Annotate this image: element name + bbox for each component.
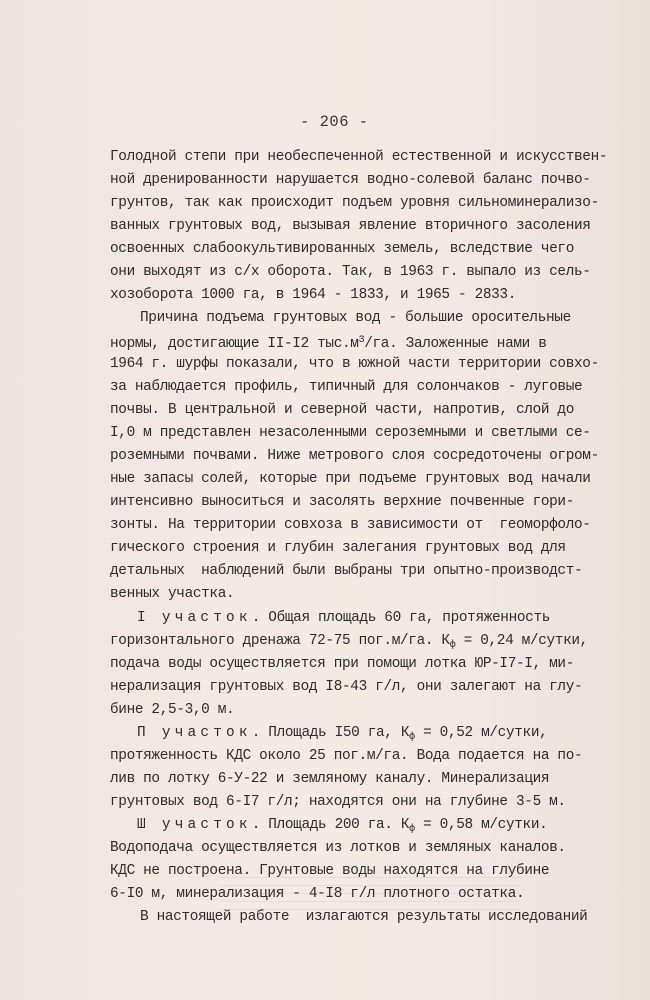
section-heading: участок [161, 610, 252, 626]
text-line: зонты. На территории совхоза в зависимости от геоморфоло- [110, 517, 591, 533]
text-line: бине 2,5-3,0 м. [110, 702, 235, 718]
text-line: Водоподача осуществляется из лотков и земляных каналов. [110, 840, 566, 856]
text-line: лив по лотку 6-У-22 и земляному каналу. Минерализация [110, 771, 550, 787]
text-line: Причина подъема грунтовых вод - большие оросительные [140, 310, 571, 326]
text-line: освоенных слабоокультивированных земель, вследствие чего [110, 241, 575, 257]
section-heading: участок [161, 817, 252, 833]
section-number: I [137, 610, 146, 626]
text-line: 1964 г. шурфы показали, что в южной части территории совхо- [110, 356, 599, 372]
text-fragment: = 0,58 м/сутки. [414, 817, 548, 833]
text-line: за наблюдается профиль, типичный для солончаков - луговые [110, 379, 583, 395]
text-line: ные запасы солей, которые при подъеме грунтовых вод начали [110, 471, 591, 487]
text-fragment: . Общая площадь 60 га, протяженность [251, 610, 551, 626]
text-line [137, 815, 547, 840]
text-line: грунтовых вод 6-I7 г/л; находятся они на глубине 3-5 м. [110, 794, 566, 810]
text-line: Голодной степи при необеспеченной естественной и искусствен- [110, 149, 608, 165]
text-line: 6-I0 м, минерализация - 4-I8 г/л плотного остатка. [110, 886, 525, 902]
text-line: протяженность КДС около 25 пог.м/га. Вода подается на по- [110, 748, 583, 764]
text-line: КДС не построена. Грунтовые воды находятся на глубине [110, 863, 550, 879]
text-line: ванных грунтовых вод, вызывая явление вторичного засоления [110, 218, 591, 234]
superscript: 3 [358, 335, 365, 346]
bleed-through [220, 870, 520, 910]
text-line: В настоящей работе излагаются результаты исследований [140, 909, 588, 925]
text-line: роземными почвами. Ниже метрового слоя сосредоточены огром- [110, 448, 599, 464]
section-number: Ш [137, 817, 146, 833]
text-fragment: /га. Заложенные нами в [364, 336, 547, 352]
text-line: ной дренированности нарушается водно-солевой баланс почво- [110, 172, 591, 188]
text-line: грунтов, так как происходит подъем уровня сильноминерализо- [110, 195, 599, 211]
text-line [110, 631, 588, 656]
text-line: нерализация грунтовых вод I8-43 г/л, они залегают на глу- [110, 679, 583, 695]
text-fragment: . Площадь I50 га, К [251, 725, 410, 741]
text-line: I,0 м представлен незасоленными сероземными и светлыми се- [110, 425, 591, 441]
section-number: П [137, 725, 146, 741]
text-line: почвы. В центральной и северной части, напротив, слой до [110, 402, 575, 418]
text-fragment: = 0,52 м/сутки, [414, 725, 548, 741]
text-line: интенсивно выноситься и засолять верхние почвенные гори- [110, 494, 575, 510]
text-line [137, 723, 547, 748]
subscript: ф [409, 824, 415, 835]
text-line: венных участка. [110, 586, 235, 602]
text-fragment: = 0,24 м/сутки, [455, 633, 588, 649]
text-line: гического строения и глубин залегания грунтовых вод для [110, 540, 566, 556]
text-line: детальных наблюдений были выбраны три опытно-производст- [110, 563, 583, 579]
page-number: - 206 - [300, 113, 369, 131]
text-line [137, 608, 550, 628]
text-line: хозоборота 1000 га, в 1964 - 1833, и 1965 - 2833. [110, 287, 517, 303]
subscript: ф [449, 640, 456, 651]
text-line: они выходят из с/х оборота. Так, в 1963 г. выпало из сель- [110, 264, 591, 280]
text-line [110, 331, 547, 354]
text-line: подача воды осуществляется при помощи лотка ЮР-I7-I, ми- [110, 656, 575, 672]
text-fragment: . Площадь 200 га. К [251, 817, 410, 833]
text-fragment: нормы, достигающие II-I2 тыс.м [110, 336, 359, 352]
section-heading: участок [161, 725, 252, 741]
subscript: ф [409, 732, 415, 743]
text-fragment: горизонтального дренажа 72-75 пог.м/га. К [110, 633, 450, 649]
